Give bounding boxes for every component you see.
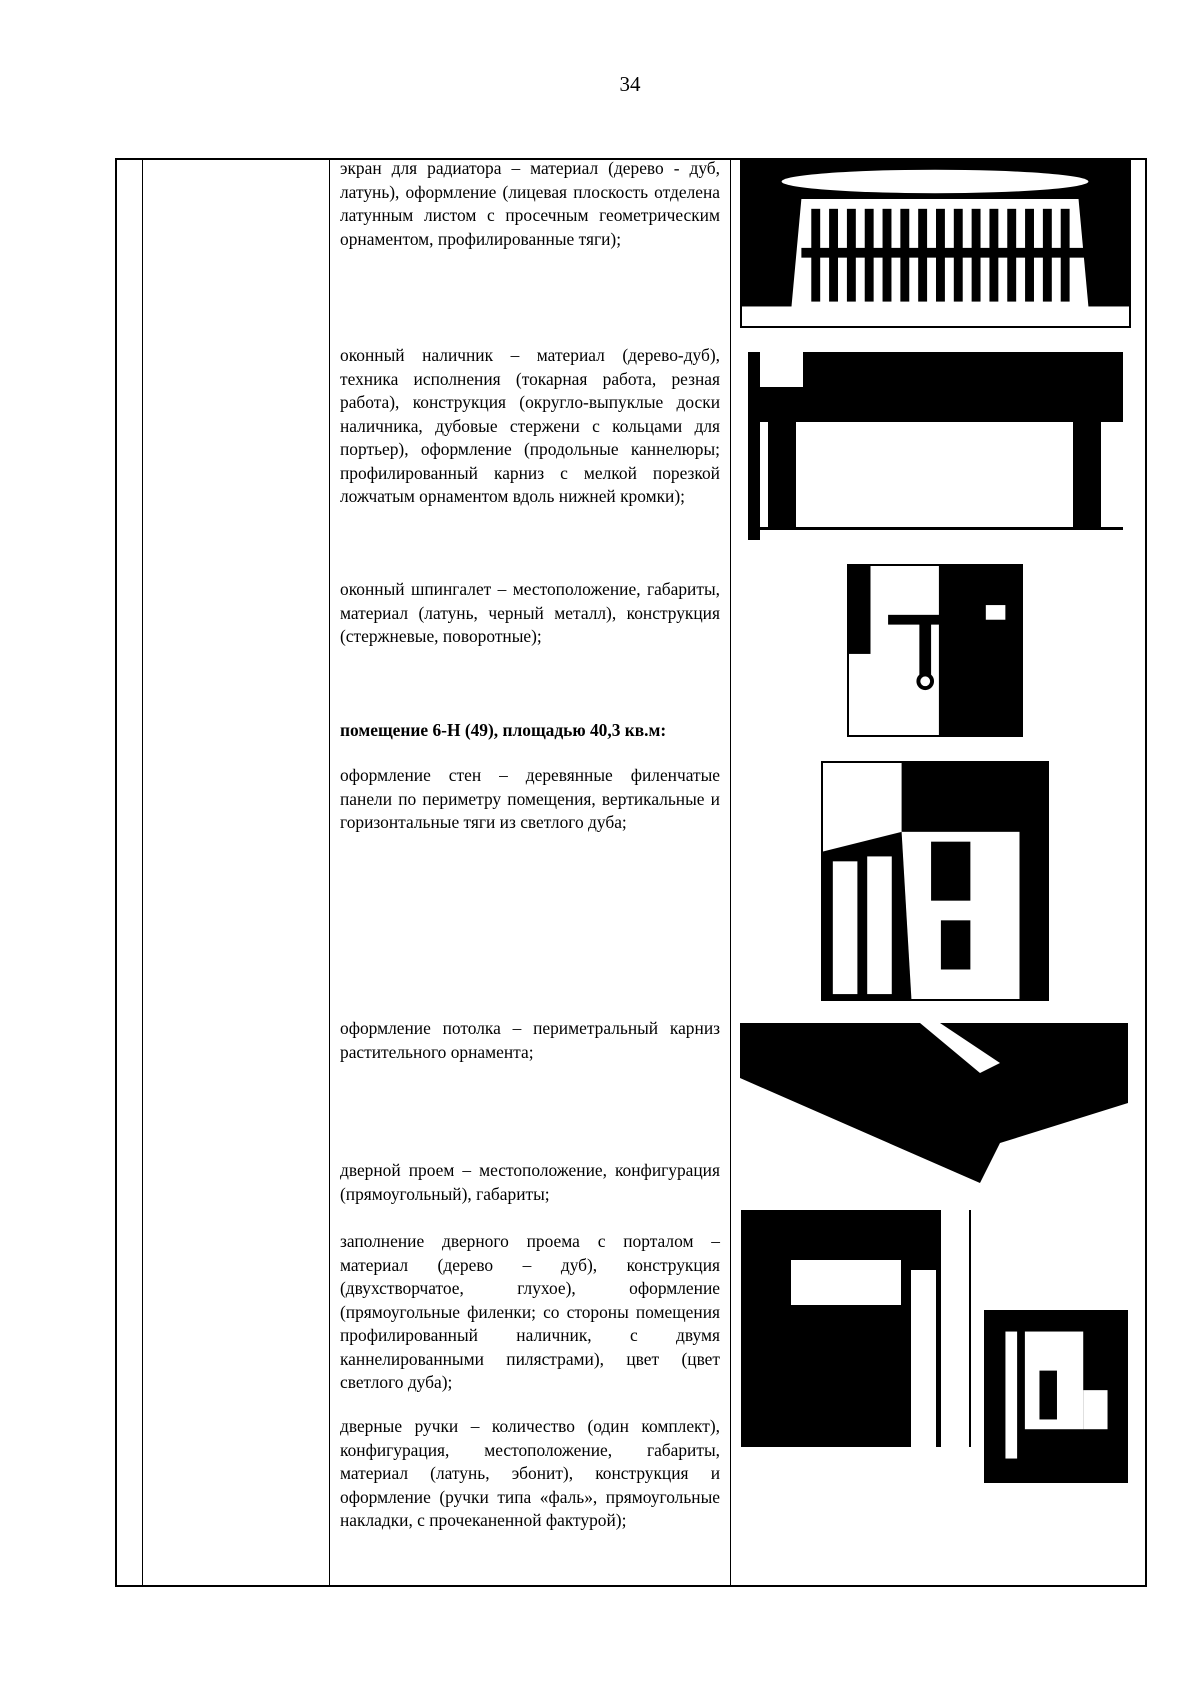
column-divider [730, 160, 731, 1585]
column-divider [329, 160, 330, 1585]
door-portal-photo [741, 1210, 973, 1447]
entry-door-handles: дверные ручки – количество (один комплект), конфигурация, местоположение, габариты, материал (латунь, эбонит), конструкция и оформление (ручки типа «фаль», прямоугольные накладки, с прочеканенной фактурой); [340, 1416, 720, 1530]
entry-window-casing: оконный наличник – материал (дерево-дуб), техника исполнения (токарная работа, резная работа), конструкция (округло-выпуклые доски наличника, дубовые стержени с кольцами для портьер), оформление (продольные каннелюры; профилированный карниз с мелкой порезкой ложчатым орнаментом вдоль нижней кромки); [340, 345, 720, 506]
window-casing-photo [748, 352, 1123, 540]
page-number: 34 [619, 72, 641, 96]
entry-room-heading: помещение 6-Н (49), площадью 40,3 кв.м: [340, 720, 667, 740]
entry-door-filling: заполнение дверного проема с порталом – материал (дерево – дуб), конструкция (двухстворчатое, глухое), оформление (прямоугольные филенки; со стороны помещения профилированный наличник, с двумя каннелированными пилястрами), цвет (цвет светлого дуба); [340, 1231, 720, 1392]
door-handle-photo [984, 1310, 1128, 1483]
radiator-screen-photo [740, 158, 1131, 328]
ceiling-cornice-photo [740, 1023, 1128, 1183]
entry-ceiling-decoration: оформление потолка – периметральный карниз растительного орнамента; [340, 1018, 720, 1062]
wall-panels-photo [821, 761, 1049, 1001]
entry-door-opening: дверной проем – местоположение, конфигурация (прямоугольный), габариты; [340, 1160, 720, 1204]
entry-window-latch: оконный шпингалет – местоположение, габариты, материал (латунь, черный металл), конструкция (стержневые, поворотные); [340, 579, 720, 646]
entry-wall-decoration: оформление стен – деревянные филенчатые панели по периметру помещения, вертикальные и горизонтальные тяги из светлого дуба; [340, 765, 720, 832]
window-latch-photo [847, 564, 1023, 737]
entry-radiator-screen: экран для радиатора – материал (дерево - дуб, латунь), оформление (лицевая плоскость отделена латунным листом с просечным геометрическим орнаментом, профилированные тяги); [340, 158, 720, 249]
column-divider [142, 160, 143, 1585]
